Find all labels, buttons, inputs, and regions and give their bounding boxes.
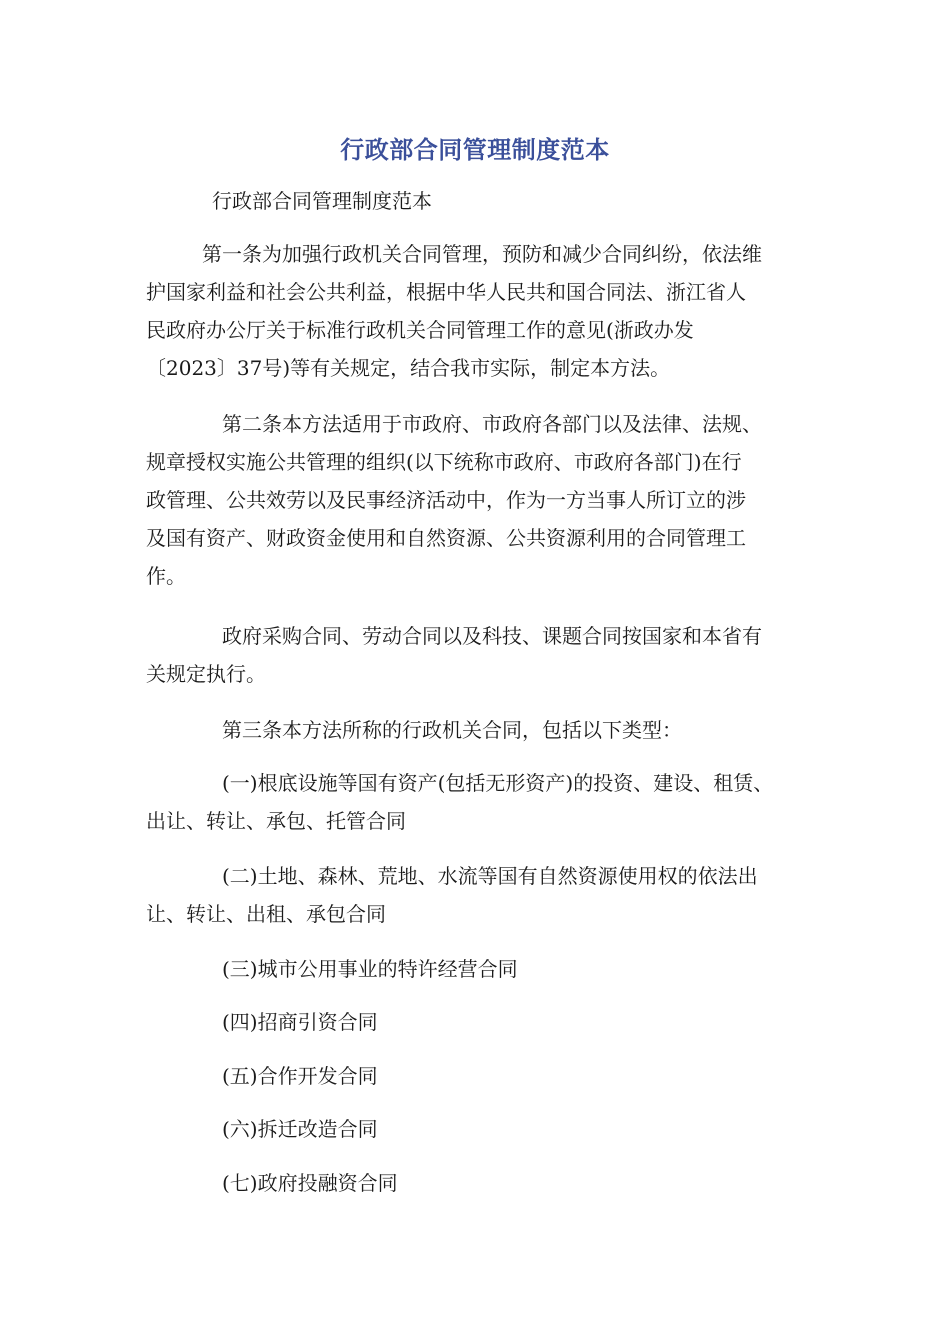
list-item-7 [146,1164,816,1202]
list-item-5 [146,1057,816,1095]
paragraph-line: (六)拆迁改造合同 [222,1117,378,1141]
document-title: 行政部合同管理制度范本 [340,136,610,164]
paragraph-line: 政管理、公共效劳以及民事经济活动中，作为一方当事人所订立的涉 [146,488,746,512]
list-item-2 [146,857,816,933]
article-3-intro [146,711,816,749]
document-subtitle [212,182,882,220]
paragraph-line: (五)合作开发合同 [222,1064,378,1088]
paragraph-line: (三)城市公用事业的特许经营合同 [222,957,518,981]
paragraph-line: 第二条本方法适用于市政府、市政府各部门以及法律、法规、 [222,412,762,436]
paragraph-line: (四)招商引资合同 [222,1010,378,1034]
paragraph-line: (七)政府投融资合同 [222,1171,398,1195]
paragraph-line: (一)根底设施等国有资产(包括无形资产)的投资、建设、租赁、 [222,771,774,795]
paragraph-line: 规章授权实施公共管理的组织(以下统称市政府、市政府各部门)在行 [146,450,742,474]
paragraph-line: (二)土地、森林、荒地、水流等国有自然资源使用权的依法出 [222,864,758,888]
list-item-4 [146,1003,816,1041]
article-2-note-paragraph [146,617,816,693]
paragraph-line: 民政府办公厅关于标准行政机关合同管理工作的意见(浙政办发 [146,318,694,342]
paragraph-line: 政府采购合同、劳动合同以及科技、课题合同按国家和本省有 [222,624,762,648]
list-item-3 [146,950,816,988]
list-item-6 [146,1110,816,1148]
paragraph-line: 让、转让、出租、承包合同 [146,902,386,926]
paragraph-line: 关规定执行。 [146,662,266,686]
article-2-paragraph [146,405,816,595]
paragraph-line: 作。 [146,564,186,588]
list-item-1 [146,764,816,840]
paragraph-line: 第三条本方法所称的行政机关合同，包括以下类型： [222,718,682,742]
paragraph-line: 出让、转让、承包、托管合同 [146,809,406,833]
paragraph-line: 及国有资产、财政资金使用和自然资源、公共资源利用的合同管理工 [146,526,746,550]
article-1-paragraph [146,235,816,387]
paragraph-line: 护国家利益和社会公共利益，根据中华人民共和国合同法、浙江省人 [146,280,746,304]
paragraph-line: 第一条为加强行政机关合同管理，预防和减少合同纠纷，依法维 [202,242,762,266]
subtitle-line: 行政部合同管理制度范本 [212,189,432,213]
paragraph-line: 〔2023〕37号)等有关规定，结合我市实际，制定本方法。 [146,356,671,380]
